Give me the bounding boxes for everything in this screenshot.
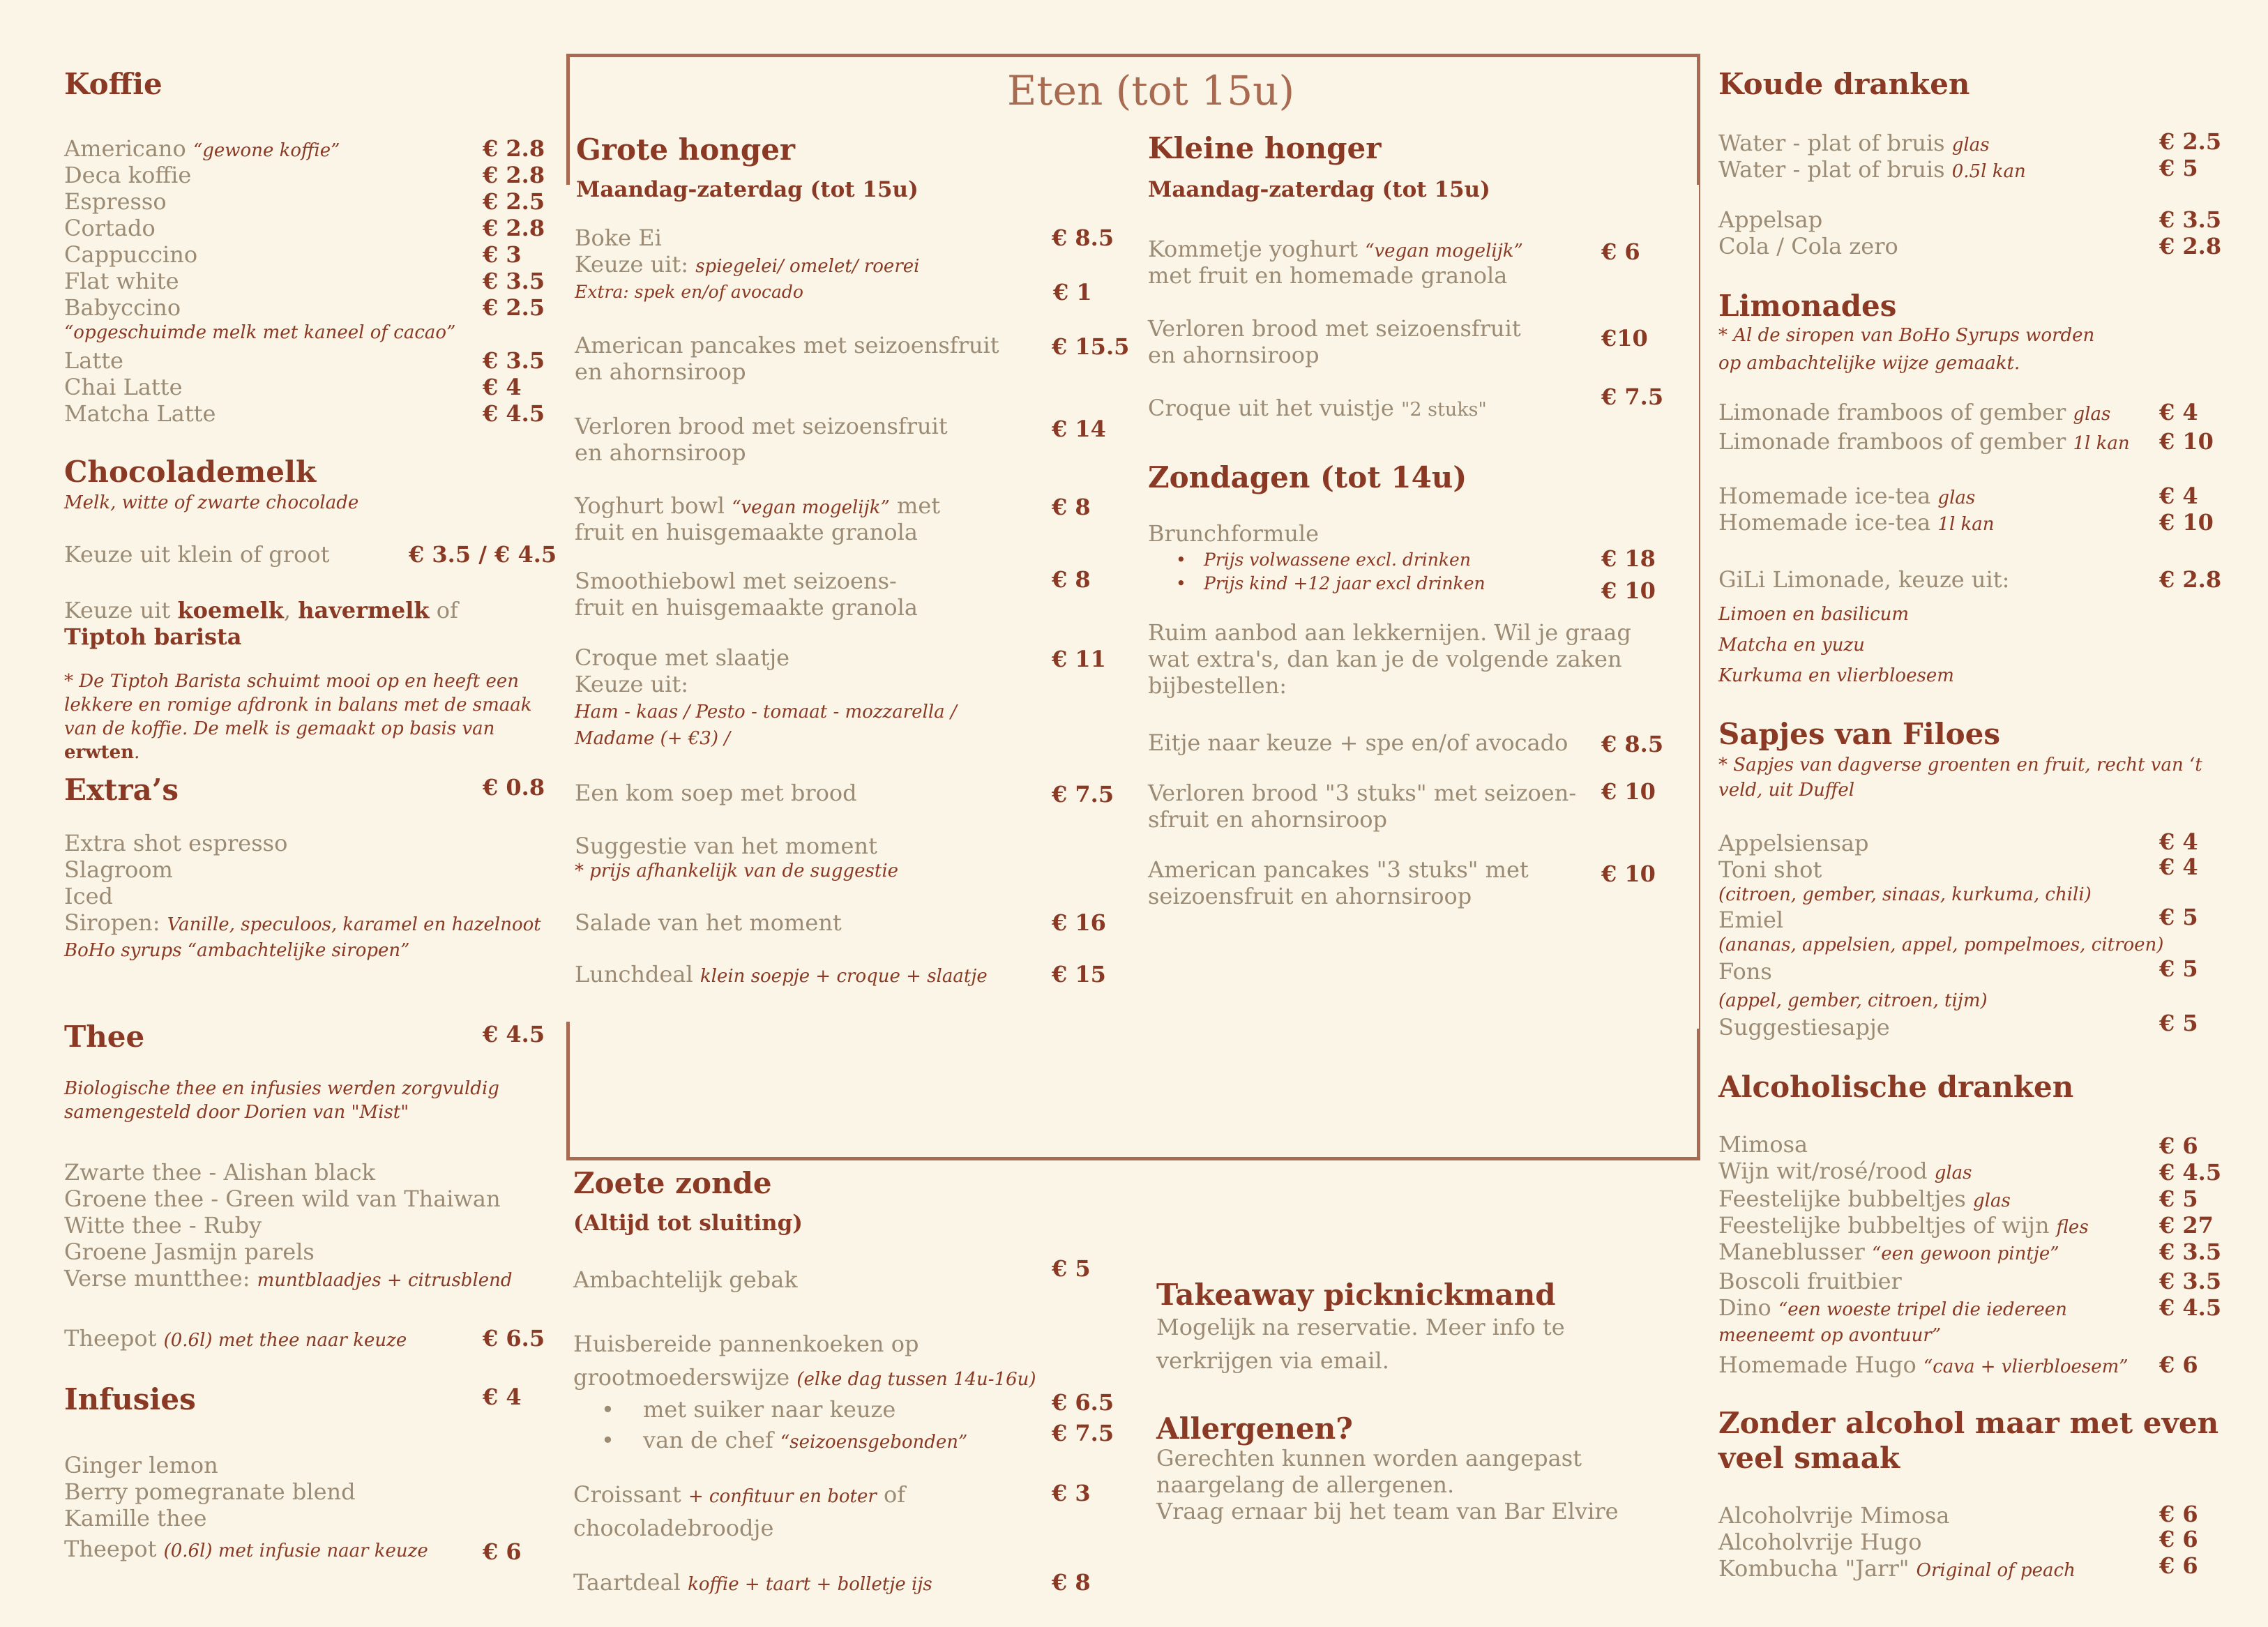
- yoghurt-line1: [575, 492, 940, 521]
- tiptoh-note-text: * De Tiptoh Barista schuimt mooi op en heeft een lekkere en romige afdronk in balans met de smaak van de koffie. De melk is gemaakt op basis van: [64, 671, 532, 739]
- water-kan-name: Water - plat of bruis: [1718, 156, 1945, 183]
- koffie-title: Koffie: [64, 67, 162, 101]
- fons: Fons: [1718, 958, 1772, 985]
- eitje-price: € 8.5: [1601, 731, 1664, 757]
- smoothie-price: € 8: [1052, 566, 1091, 593]
- water-glas-price: € 2.5: [2159, 128, 2222, 155]
- kombucha-note: Original of peach: [1916, 1560, 2076, 1581]
- infusie-theepot: Theepot: [64, 1536, 157, 1562]
- gili-option: Matcha en yuzu: [1718, 635, 1865, 656]
- mimosa: Mimosa: [1718, 1131, 1808, 1158]
- brunchformule: Brunchformule: [1148, 520, 1320, 547]
- dino-note2: meeneemt op avontuur”: [1718, 1325, 1942, 1346]
- verloren-line2: en ahornsiroop: [575, 439, 746, 466]
- kombucha-name: Kombucha "Jarr": [1718, 1555, 1910, 1582]
- appelsiensap: Appelsiensap: [1718, 830, 1869, 856]
- tiptoh-note-bold: erwten: [64, 742, 135, 763]
- yoghurt-met: met: [896, 492, 941, 519]
- siropen-line: [64, 909, 541, 938]
- yoghurt-name: Yoghurt bowl: [575, 492, 725, 519]
- yoghurt-price: € 8: [1052, 494, 1091, 520]
- boke-keuze: [575, 251, 919, 280]
- theepot-line: [64, 1325, 407, 1354]
- zoete-subtitle: (Altijd tot sluiting): [573, 1211, 803, 1236]
- croque-line1: Croque met slaatje: [575, 644, 790, 671]
- vuistje-name: Croque uit het vuistje: [1148, 395, 1394, 421]
- kommetje-note: “vegan mogelijk”: [1365, 241, 1523, 262]
- sapjes-note2: veld, uit Duffel: [1718, 780, 1855, 801]
- lunchdeal-name: Lunchdeal: [575, 961, 693, 987]
- dino-price: € 4.5: [2159, 1294, 2222, 1321]
- water-glas-note: glas: [1951, 135, 1990, 156]
- suggestie: Suggestie van het moment: [575, 833, 877, 859]
- limonades-note1: * Al de siropen van BoHo Syrups worden: [1718, 325, 2095, 346]
- pannenkoeken-a-label: met suiker naar keuze: [643, 1396, 896, 1423]
- sapjes-title: Sapjes van Filoes: [1718, 717, 2000, 751]
- extras-title: Extra’s: [64, 773, 179, 807]
- allergenen-line3: Vraag ernaar bij het team van Bar Elvire: [1156, 1498, 1619, 1524]
- boho-syrups: BoHo syrups “ambachtelijke siropen”: [64, 940, 410, 961]
- bullet-icon: •: [601, 1427, 614, 1453]
- wijn-note: glas: [1934, 1163, 1972, 1183]
- gili: GiLi Limonade, keuze uit:: [1718, 566, 2010, 593]
- koffie-item: [64, 294, 181, 321]
- zondagen-title: Zondagen (tot 14u): [1148, 460, 1467, 494]
- sapjes-note1: * Sapjes van dagverse groenten en fruit, recht van ‘t: [1718, 755, 2202, 775]
- pannenkoeken-b-price: € 7.5: [1052, 1420, 1114, 1446]
- taartdeal: [573, 1569, 932, 1598]
- thee-price: € 4.5: [483, 1021, 545, 1047]
- thee-item: Zwarte thee - Alishan black: [64, 1159, 376, 1186]
- boke-extra: Extra: spek en/of avocado: [575, 282, 803, 302]
- verloren-line1: Verloren brood met seizoensfruit: [575, 413, 948, 439]
- frame-gap-right: [1689, 185, 1699, 1029]
- smoothie-line2: fruit en huisgemaakte granola: [575, 594, 918, 621]
- kommetje-price: € 6: [1601, 239, 1640, 265]
- limonade-glas-note: glas: [2073, 404, 2111, 425]
- takeaway-title: Takeaway picknickmand: [1156, 1278, 1556, 1312]
- koffie-item-name: Deca koffie: [64, 162, 192, 188]
- koffie-item: [64, 374, 183, 400]
- ruim-line3: bijbestellen:: [1148, 672, 1287, 699]
- gili-option: Limoen en basilicum: [1718, 604, 1910, 625]
- koffie-item-price: € 2.5: [483, 188, 545, 215]
- kleine-verloren-price: €10: [1601, 325, 1648, 351]
- brunch-kind-price: € 10: [1601, 577, 1656, 604]
- infusies-price: € 4: [483, 1384, 522, 1410]
- siropen-label: Siropen:: [64, 909, 160, 936]
- allergenen-title: Allergenen?: [1156, 1412, 1353, 1446]
- soep: Een kom soep met brood: [575, 780, 857, 806]
- pannenkoeken-b-note: “seizoensgebonden”: [780, 1432, 968, 1453]
- brunch-kind-label: Prijs kind +12 jaar excl drinken: [1204, 573, 1485, 593]
- bubbeltjes-fles-name: Feestelijke bubbeltjes of wijn: [1718, 1212, 2050, 1239]
- alcoholvrije-mimosa: Alcoholvrije Mimosa: [1718, 1502, 1950, 1529]
- theepot-price: € 6.5: [483, 1325, 545, 1352]
- limonade-kan-price: € 10: [2159, 428, 2214, 455]
- gili-option: Kurkuma en vlierbloesem: [1718, 665, 1954, 686]
- koffie-item-price: € 3: [483, 241, 522, 268]
- thee-item: Groene Jasmijn parels: [64, 1239, 315, 1265]
- koffie-item-name: Americano: [64, 135, 186, 162]
- muntthee-line: [64, 1265, 513, 1294]
- yoghurt-note: “vegan mogelijk”: [732, 497, 890, 518]
- boke-ei: Boke Ei: [575, 225, 662, 251]
- cola-price: € 2.8: [2159, 233, 2222, 259]
- emiel-price: € 5: [2159, 904, 2198, 930]
- brunch-adult-price: € 18: [1601, 545, 1656, 572]
- smoothie-line1: Smoothiebowl met seizoens-: [575, 568, 897, 594]
- koffie-item-note: “opgeschuimde melk met kaneel of cacao”: [64, 322, 456, 343]
- dino-note1: “een woeste tripel die iedereen: [1778, 1299, 2067, 1320]
- dino: [1718, 1294, 2067, 1323]
- koffie-item-name: Espresso: [64, 188, 167, 215]
- koffie-item-note: “gewone koffie”: [192, 140, 340, 161]
- brunch-adult: [1176, 548, 1471, 572]
- thee-note: Biologische thee en infusies werden zorgvuldig samengesteld door Dorien van "Mist": [64, 1078, 499, 1123]
- muntthee: Verse muntthee:: [64, 1265, 250, 1292]
- dino-name: Dino: [1718, 1294, 1771, 1321]
- hugo-note: “cava + vlierbloesem”: [1923, 1356, 2129, 1377]
- limonade-kan: [1718, 428, 2130, 457]
- croque-line2: Keuze uit:: [575, 671, 689, 697]
- infusie-theepot-note: (0.6l) met infusie naar keuze: [163, 1541, 428, 1561]
- maneblusser: [1718, 1239, 2059, 1267]
- lunchdeal-price: € 15: [1052, 961, 1106, 987]
- milk-options: [64, 597, 458, 623]
- milk-sep: ,: [283, 597, 298, 623]
- allergenen-line2: naargelang de allergenen.: [1156, 1471, 1455, 1498]
- taartdeal-note: koffie + taart + bolletje ijs: [688, 1574, 932, 1595]
- pannenkoeken-a-price: € 6.5: [1052, 1389, 1114, 1416]
- koffie-item: [64, 241, 197, 268]
- theepot-note: (0.6l) met thee naar keuze: [163, 1330, 407, 1351]
- koffie-item-price: € 3.5: [483, 347, 545, 374]
- kleine-verloren-line1: Verloren brood met seizoensfruit: [1148, 315, 1521, 342]
- croissant-note: + confituur en boter: [688, 1486, 877, 1507]
- ruim-line1: Ruim aanbod aan lekkernijen. Wil je graag: [1148, 619, 1631, 646]
- kombucha: [1718, 1555, 2076, 1584]
- vuistje-note: "2 stuks": [1400, 399, 1487, 421]
- suggestiesapje-price: € 5: [2159, 1010, 2198, 1036]
- bullet-icon: •: [1176, 550, 1186, 570]
- lunchdeal: [575, 961, 988, 990]
- croissant-line1: [573, 1481, 905, 1510]
- limonade-glas-price: € 4: [2159, 399, 2198, 425]
- bubbeltjes-fles-price: € 27: [2159, 1212, 2214, 1239]
- extras-item: Iced: [64, 883, 113, 909]
- appelsap: Appelsap: [1718, 206, 1823, 233]
- zon-pancakes-line2: seizoensfruit en ahornsiroop: [1148, 883, 1472, 909]
- koffie-item: [64, 188, 167, 215]
- bubbeltjes-glas-note: glas: [1972, 1190, 2011, 1211]
- thee-item: Groene thee - Green wild van Thaiwan: [64, 1186, 501, 1212]
- koffie-item-name: Matcha Latte: [64, 400, 216, 427]
- pannenkoeken-line1: Huisbereide pannenkoeken op: [573, 1331, 919, 1357]
- bubbeltjes-fles: [1718, 1212, 2089, 1241]
- icetea-glas-price: € 4: [2159, 483, 2198, 509]
- pannenkoeken-note: (elke dag tussen 14u-16u): [796, 1369, 1036, 1390]
- milk-havermelk: havermelk: [298, 597, 430, 623]
- limonades-title: Limonades: [1718, 289, 1897, 323]
- croque-note2: Madame (+ €3) /: [575, 728, 731, 749]
- koffie-item-price: € 2.8: [483, 162, 545, 188]
- icetea-kan: [1718, 509, 1995, 538]
- alcohol-title: Alcoholische dranken: [1718, 1070, 2074, 1104]
- eten-title: Eten (tot 15u): [1007, 67, 1295, 114]
- allergenen-line1: Gerechten kunnen worden aangepast: [1156, 1445, 1582, 1471]
- fons-price: € 5: [2159, 955, 2198, 982]
- infusies-title: Infusies: [64, 1382, 196, 1416]
- koffie-item-price: € 3.5: [483, 268, 545, 294]
- lunchdeal-note: klein soepje + croque + slaatje: [700, 966, 988, 987]
- water-glas-name: Water - plat of bruis: [1718, 130, 1945, 156]
- koffie-item-price: € 2.8: [483, 135, 545, 162]
- gili-price: € 2.8: [2159, 566, 2222, 593]
- icetea-glas-note: glas: [1937, 487, 1976, 508]
- emiel: Emiel: [1718, 907, 1784, 933]
- brunch-adult-label: Prijs volwassene excl. drinken: [1204, 550, 1471, 570]
- koude-title: Koude dranken: [1718, 67, 1970, 101]
- pannenkoeken-b: [601, 1427, 967, 1455]
- toni-shot-price: € 4: [2159, 854, 2198, 880]
- croissant-line2: chocoladebroodje: [573, 1515, 774, 1541]
- thee-title: Thee: [64, 1020, 145, 1054]
- croissant-price: € 3: [1052, 1480, 1091, 1506]
- pannenkoeken-grootmoeder: grootmoederswijze: [573, 1364, 790, 1391]
- icetea-kan-name: Homemade ice-tea: [1718, 509, 1931, 536]
- maneblusser-note: “een gewoon pintje”: [1871, 1243, 2059, 1264]
- limonades-note2: op ambachtelijke wijze gemaakt.: [1718, 353, 2020, 374]
- yoghurt-line2: fruit en huisgemaakte granola: [575, 519, 918, 545]
- koffie-item: [64, 215, 156, 241]
- koffie-item-name: Cortado: [64, 215, 156, 241]
- koffie-item-price: € 2.8: [483, 215, 545, 241]
- wijn-name: Wijn wit/rosé/rood: [1718, 1158, 1928, 1184]
- water-glas: [1718, 130, 1990, 158]
- bubbeltjes-glas-price: € 5: [2159, 1186, 2198, 1212]
- emiel-note: (ananas, appelsien, appel, pompelmoes, citroen): [1718, 934, 2164, 955]
- pancakes-line2: en ahornsiroop: [575, 358, 746, 385]
- pancakes-line1: American pancakes met seizoensfruit: [575, 332, 999, 358]
- kleine-title: Kleine honger: [1148, 131, 1382, 165]
- appelsap-price: € 3.5: [2159, 206, 2222, 233]
- water-kan-price: € 5: [2159, 155, 2198, 181]
- koffie-item-name: Cappuccino: [64, 241, 198, 268]
- infusie-item: Ginger lemon: [64, 1452, 218, 1478]
- maneblusser-price: € 3.5: [2159, 1239, 2222, 1265]
- ruim-line2: wat extra's, dan kan je de volgende zaken: [1148, 646, 1622, 672]
- kleine-verloren-line2: en ahornsiroop: [1148, 342, 1320, 368]
- koffie-item-name: Babyccino: [64, 294, 181, 321]
- koffie-item-price: € 4: [483, 374, 522, 400]
- koffie-item-name: Chai Latte: [64, 374, 183, 400]
- vuistje-price: € 7.5: [1601, 384, 1664, 410]
- zonder-title-line2: veel smaak: [1718, 1441, 1900, 1475]
- zon-verloren-line1: Verloren brood "3 stuks" met seizoen-: [1148, 780, 1577, 806]
- zoete-title: Zoete zonde: [573, 1166, 772, 1200]
- infusie-theepot-line: [64, 1536, 428, 1564]
- extras-item: Extra shot espresso: [64, 830, 288, 856]
- icetea-glas-name: Homemade ice-tea: [1718, 483, 1931, 509]
- boke-keuze-note: spiegelei/ omelet/ roerei: [695, 256, 920, 277]
- croissant-of: of: [883, 1481, 906, 1508]
- boscoli: Boscoli fruitbier: [1718, 1268, 1902, 1294]
- koffie-item-price: € 2.5: [483, 294, 545, 321]
- chocolademelk-price: € 3.5 / € 4.5: [409, 541, 557, 568]
- limonade-glas-name: Limonade framboos of gember: [1718, 399, 2066, 425]
- chocolademelk-title: Chocolademelk: [64, 455, 317, 489]
- pancakes-price: € 15.5: [1052, 333, 1130, 360]
- salade: Salade van het moment: [575, 909, 842, 936]
- koffie-item: [64, 400, 216, 427]
- maneblusser-name: Maneblusser: [1718, 1239, 1865, 1265]
- infusie-item: Kamille thee: [64, 1505, 207, 1531]
- infusie-theepot-price: € 6: [483, 1538, 522, 1565]
- thee-item: Witte thee - Ruby: [64, 1212, 262, 1239]
- bullet-icon: •: [1176, 573, 1186, 593]
- croque-price: € 11: [1052, 646, 1106, 672]
- icetea-glas: [1718, 483, 1975, 511]
- mimosa-price: € 6: [2159, 1133, 2198, 1159]
- icetea-kan-price: € 10: [2159, 509, 2214, 536]
- koffie-item: [64, 268, 179, 294]
- wijn: [1718, 1158, 1972, 1186]
- koffie-item-name: Latte: [64, 347, 123, 374]
- croque-note1: Ham - kaas / Pesto - tomaat - mozzarella /: [575, 702, 957, 722]
- limonade-kan-name: Limonade framboos of gember: [1718, 428, 2066, 455]
- kommetje-name: Kommetje yoghurt: [1148, 236, 1359, 262]
- infusie-item: Berry pomegranate blend: [64, 1478, 356, 1505]
- alcoholvrije-hugo: Alcoholvrije Hugo: [1718, 1529, 1922, 1555]
- soep-price: € 7.5: [1052, 781, 1114, 808]
- boscoli-price: € 3.5: [2159, 1268, 2222, 1294]
- bubbeltjes-fles-note: fles: [2056, 1217, 2089, 1238]
- alcoholvrije-hugo-price: € 6: [2159, 1526, 2198, 1552]
- grote-title: Grote honger: [576, 133, 796, 167]
- toni-shot: Toni shot: [1718, 856, 1822, 883]
- suggestie-note: * prijs afhankelijk van de suggestie: [575, 861, 899, 881]
- grote-subtitle: Maandag-zaterdag (tot 15u): [576, 177, 918, 202]
- siropen-note: Vanille, speculoos, karamel en hazelnoot: [167, 914, 541, 935]
- wijn-price: € 4.5: [2159, 1159, 2222, 1186]
- eitje: Eitje naar keuze + spe en/of avocado: [1148, 729, 1568, 756]
- chocolademelk-choice: Keuze uit klein of groot: [64, 541, 330, 568]
- boke-extra-price: € 1: [1053, 279, 1092, 305]
- bubbeltjes-glas: [1718, 1186, 2011, 1214]
- croissant-name: Croissant: [573, 1481, 681, 1508]
- appelsiensap-price: € 4: [2159, 828, 2198, 855]
- cola: Cola / Cola zero: [1718, 233, 1898, 259]
- kommetje-line1: [1148, 236, 1523, 264]
- kombucha-price: € 6: [2159, 1552, 2198, 1579]
- chocolademelk-subtitle: Melk, witte of zwarte chocolade: [64, 492, 359, 513]
- zonder-title-line1: Zonder alcohol maar met even: [1718, 1406, 2219, 1440]
- verloren-price: € 14: [1052, 416, 1106, 442]
- zon-verloren-price: € 10: [1601, 778, 1656, 805]
- milk-tiptoh: Tiptoh barista: [64, 623, 242, 650]
- gebak-price: € 5: [1052, 1255, 1091, 1282]
- koffie-item: [64, 135, 340, 164]
- pannenkoeken-a: [601, 1396, 895, 1423]
- tiptoh-note: [64, 669, 552, 764]
- icetea-kan-note: 1l kan: [1937, 514, 1995, 535]
- water-kan-note: 0.5l kan: [1951, 161, 2026, 182]
- koffie-item: [64, 347, 123, 374]
- vuistje: [1148, 395, 1487, 423]
- extras-item: Slagroom: [64, 856, 173, 883]
- boke-keuze-label: Keuze uit:: [575, 251, 689, 278]
- koffie-item-name: Flat white: [64, 268, 179, 294]
- milk-pre: Keuze uit: [64, 597, 178, 623]
- boke-ei-price: € 8.5: [1052, 225, 1114, 251]
- extras-price: € 0.8: [483, 774, 545, 801]
- taartdeal-price: € 8: [1052, 1569, 1091, 1596]
- hugo-name: Homemade Hugo: [1718, 1352, 1917, 1378]
- limonade-glas: [1718, 399, 2110, 427]
- theepot: Theepot: [64, 1325, 157, 1352]
- kommetje-line2: met fruit en homemade granola: [1148, 262, 1508, 289]
- suggestiesapje: Suggestiesapje: [1718, 1014, 1890, 1040]
- koffie-item-price: € 4.5: [483, 400, 545, 427]
- pannenkoeken-line2: [573, 1364, 1036, 1393]
- kleine-subtitle: Maandag-zaterdag (tot 15u): [1148, 177, 1490, 202]
- brunch-kind: [1176, 572, 1485, 596]
- frame-gap-left: [564, 185, 573, 1022]
- alcoholvrije-mimosa-price: € 6: [2159, 1501, 2198, 1527]
- zon-pancakes-price: € 10: [1601, 861, 1656, 887]
- limonade-kan-note: 1l kan: [2073, 433, 2130, 454]
- hugo: [1718, 1352, 2129, 1380]
- fons-note: (appel, gember, citroen, tijm): [1718, 990, 1988, 1011]
- takeaway-line1: Mogelijk na reservatie. Meer info te: [1156, 1314, 1565, 1340]
- zon-verloren-line2: sfruit en ahornsiroop: [1148, 806, 1387, 833]
- salade-price: € 16: [1052, 909, 1106, 936]
- koffie-item: [64, 162, 191, 188]
- milk-koemelk: koemelk: [177, 597, 284, 623]
- pannenkoeken-b-label: van de chef: [643, 1427, 773, 1453]
- takeaway-line2: verkrijgen via email.: [1156, 1347, 1389, 1374]
- taartdeal-name: Taartdeal: [573, 1569, 681, 1596]
- muntthee-note: muntblaadjes + citrusblend: [257, 1270, 513, 1291]
- bubbeltjes-glas-name: Feestelijke bubbeltjes: [1718, 1186, 1966, 1212]
- gebak: Ambachtelijk gebak: [573, 1266, 798, 1293]
- hugo-price: € 6: [2159, 1352, 2198, 1378]
- zon-pancakes-line1: American pancakes "3 stuks" met: [1148, 856, 1529, 883]
- bullet-icon: •: [601, 1396, 614, 1423]
- water-kan: [1718, 156, 2026, 185]
- tiptoh-note-end: .: [134, 742, 140, 763]
- milk-of: of: [429, 597, 458, 623]
- toni-shot-note: (citroen, gember, sinaas, kurkuma, chili): [1718, 884, 2092, 905]
